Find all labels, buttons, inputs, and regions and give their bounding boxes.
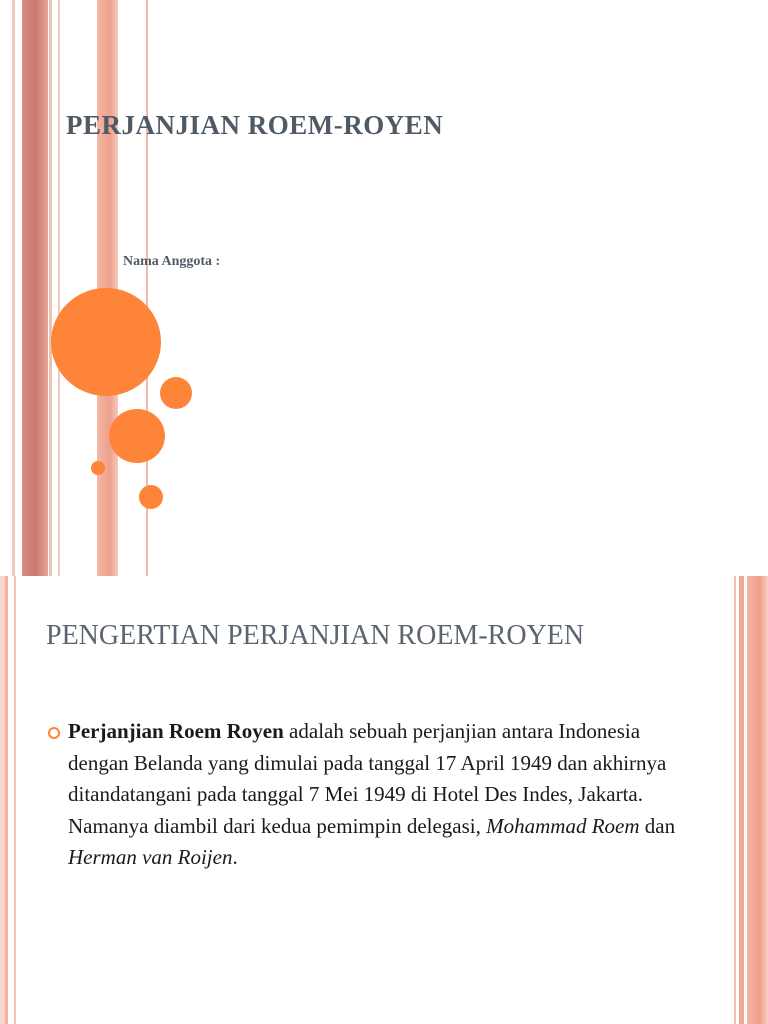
decorative-circle	[139, 485, 163, 509]
decorative-circle	[160, 377, 192, 409]
decorative-circle	[91, 461, 105, 475]
decorative-stripe	[12, 0, 15, 576]
content-slide	[0, 576, 768, 1024]
decorative-circle	[109, 409, 165, 463]
decorative-stripe	[5, 576, 8, 1024]
text-segment: dan	[639, 813, 676, 838]
text-segment: adalah sebuah perjanjian antara Indonesia dengan Belanda yang dimulai pada tanggal 17 April 1949 dan akhirnya ditandatangani pada tanggal 7 Mei 1949 di Hotel Des Indes, Jakarta. Namanya diambil dari kedua pemimpin delegasi,	[68, 719, 667, 838]
bold-term: Perjanjian Roem Royen	[68, 719, 284, 743]
decorative-stripe	[49, 0, 52, 576]
person-name: Herman van Roijen	[68, 845, 233, 869]
text-segment: .	[232, 845, 238, 869]
circle-bullet-icon	[48, 727, 60, 739]
decorative-stripe	[14, 576, 16, 1024]
list-item	[46, 716, 686, 874]
person-name: Mohammad Roem	[486, 813, 640, 838]
decorative-circle-large	[51, 288, 161, 396]
slide-title: PERJANJIAN ROEM-ROYEN	[66, 110, 444, 140]
decorative-stripe	[58, 0, 60, 576]
decorative-stripe	[739, 576, 744, 1024]
bullet-text	[68, 716, 686, 874]
decorative-stripe	[747, 576, 768, 1024]
decorative-stripe	[22, 0, 48, 576]
decorative-stripe	[734, 576, 736, 1024]
members-label: Nama Anggota :	[123, 254, 221, 269]
slide-title: PENGERTIAN PERJANJIAN ROEM-ROYEN	[46, 620, 585, 651]
bullet-list	[46, 716, 686, 874]
